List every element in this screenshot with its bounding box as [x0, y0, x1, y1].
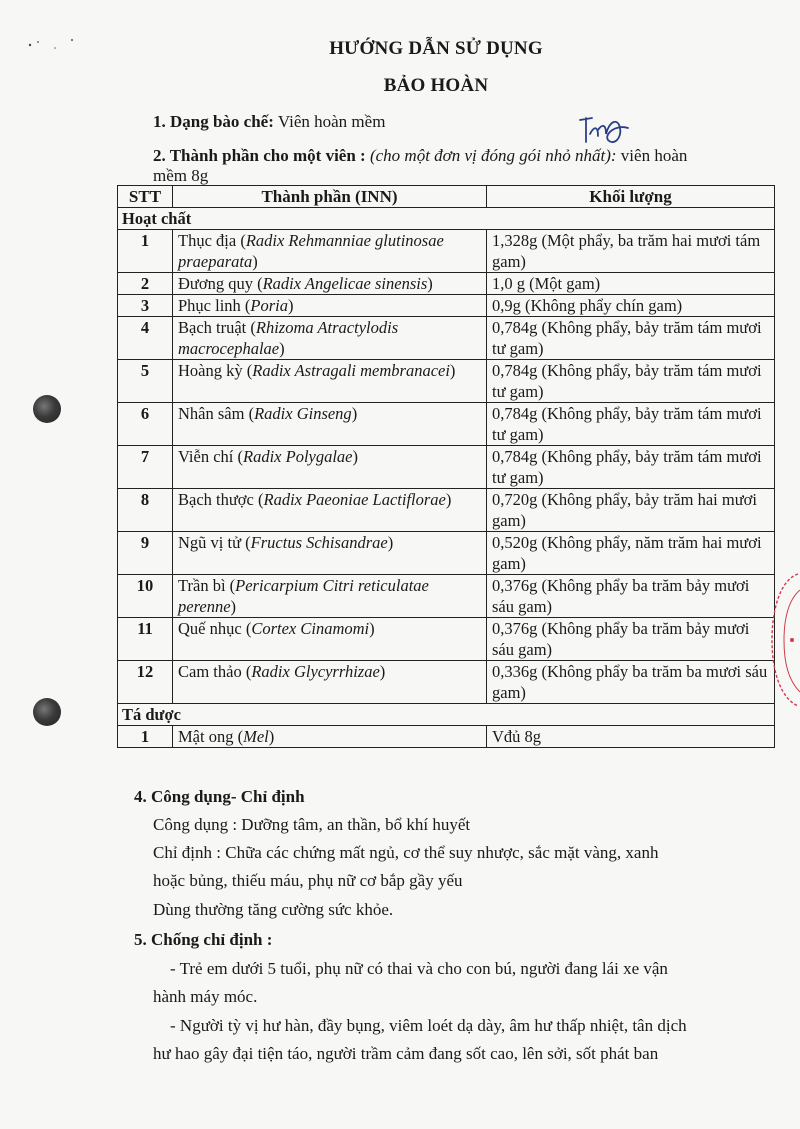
- row-mass: 0,784g (Không phẩy, bảy trăm tám mươi tư gam): [487, 360, 775, 403]
- table-row: [118, 273, 775, 295]
- ingredient-name: Hoàng kỳ: [178, 361, 243, 380]
- row-mass: 0,720g (Không phẩy, bảy trăm hai mươi gam): [487, 489, 775, 532]
- ingredient-latin: Poria: [250, 296, 289, 315]
- row-ingredient: Mật ong (Mel): [173, 726, 487, 748]
- ingredient-latin: Rhizoma Atractylodis macrocephalae: [178, 318, 399, 358]
- row-ingredient: Ngũ vị tử (Fructus Schisandrae): [173, 532, 487, 575]
- punch-hole-bottom: [33, 698, 61, 726]
- row-stt: 5: [118, 360, 173, 403]
- uses-line-4: Dùng thường tăng cường sức khỏe.: [153, 900, 394, 919]
- row-stt: 8: [118, 489, 173, 532]
- punch-hole-top: [33, 395, 61, 423]
- group-row-excipient: [118, 704, 775, 726]
- table-row: [118, 446, 775, 489]
- row-stt: 4: [118, 317, 173, 360]
- ingredient-latin: Radix Ginseng: [254, 404, 352, 423]
- row-ingredient: Bạch truật (Rhizoma Atractylodis macrocephalae): [173, 317, 487, 360]
- row-stt: 1: [118, 230, 173, 273]
- dosage-form-value: Viên hoàn mềm: [277, 112, 386, 131]
- uses-line-1: Công dụng : Dưỡng tâm, an thần, bổ khí huyết: [153, 815, 471, 834]
- table-row: [118, 317, 775, 360]
- table-row: [118, 230, 775, 273]
- header-stt: STT: [118, 186, 173, 208]
- ingredient-latin: Cortex Cinamomi: [251, 619, 370, 638]
- row-stt: 2: [118, 273, 173, 295]
- table-row: [118, 360, 775, 403]
- table-row: [118, 575, 775, 618]
- row-ingredient: Đương quy (Radix Angelicae sinensis): [173, 273, 487, 295]
- ingredient-name: Ngũ vị tử: [178, 533, 242, 552]
- row-ingredient: Quế nhục (Cortex Cinamomi): [173, 618, 487, 661]
- row-mass: 0,520g (Không phẩy, năm trăm hai mươi gam): [487, 532, 775, 575]
- composition-value-1: viên hoàn: [620, 146, 688, 165]
- row-ingredient: Hoàng kỳ (Radix Astragali membranacei): [173, 360, 487, 403]
- row-stt: 11: [118, 618, 173, 661]
- excipient-rows: [118, 726, 775, 748]
- ingredient-latin: Fructus Schisandrae: [250, 533, 388, 552]
- uses-line-3: hoặc bủng, thiếu máu, phụ nữ cơ bắp gầy yếu: [153, 871, 463, 890]
- ingredient-latin: Pericarpium Citri reticulatae perenne: [178, 576, 429, 616]
- contra-line-4: hư hao gây đại tiện táo, người trầm cảm đang sốt cao, lên sởi, sốt phát ban: [153, 1044, 659, 1063]
- table-row: [118, 489, 775, 532]
- section-composition: [153, 145, 763, 167]
- row-ingredient: Trần bì (Pericarpium Citri reticulatae perenne): [173, 575, 487, 618]
- row-mass: 0,784g (Không phẩy, bảy trăm tám mươi tư gam): [487, 446, 775, 489]
- table-row: [118, 726, 775, 748]
- ingredient-latin: Radix Glycyrrhizae: [251, 662, 380, 681]
- uses-label: 4. Công dụng- Chỉ định: [134, 787, 305, 806]
- composition-value-2: mềm 8g: [153, 166, 209, 185]
- row-mass: 1,0 g (Một gam): [487, 273, 775, 295]
- ingredients-table: [117, 185, 775, 748]
- ingredient-name: Mật ong: [178, 727, 234, 746]
- ingredient-name: Trần bì: [178, 576, 226, 595]
- ingredient-latin: Radix Rehmanniae glutinosae praeparata: [178, 231, 444, 271]
- contra-line-1: - Trẻ em dưới 5 tuổi, phụ nữ có thai và cho con bú, người đang lái xe vận: [170, 959, 668, 978]
- dosage-form-label: 1. Dạng bào chế:: [153, 112, 274, 131]
- row-mass: Vđủ 8g: [487, 726, 775, 748]
- row-ingredient: Cam thảo (Radix Glycyrrhizae): [173, 661, 487, 704]
- ingredient-name: Cam thảo: [178, 662, 242, 681]
- row-ingredient: Thục địa (Radix Rehmanniae glutinosae praeparata): [173, 230, 487, 273]
- row-ingredient: Nhân sâm (Radix Ginseng): [173, 403, 487, 446]
- header-mass: Khối lượng: [487, 186, 775, 208]
- table-row: [118, 403, 775, 446]
- red-stamp-fragment: [758, 570, 800, 710]
- ingredient-name: Bạch thược: [178, 490, 254, 509]
- ingredient-latin: Radix Astragali membranacei: [252, 361, 450, 380]
- handwritten-signature: [576, 110, 636, 150]
- table-row: [118, 661, 775, 704]
- ingredient-name: Phục linh: [178, 296, 241, 315]
- ingredient-name: Quế nhục: [178, 619, 242, 638]
- header-ingredient: Thành phần (INN): [173, 186, 487, 208]
- composition-note: (cho một đơn vị đóng gói nhỏ nhất):: [369, 146, 617, 165]
- table-row: [118, 295, 775, 317]
- ingredient-name: Đương quy: [178, 274, 253, 293]
- ingredient-name: Thục địa: [178, 231, 237, 250]
- row-stt: 12: [118, 661, 173, 704]
- row-stt: 10: [118, 575, 173, 618]
- uses-line-2: Chỉ định : Chữa các chứng mất ngủ, cơ thể suy nhược, sắc mặt vàng, xanh: [153, 843, 659, 862]
- table-row: [118, 532, 775, 575]
- composition-label: 2. Thành phần cho một viên :: [153, 146, 366, 165]
- active-rows: [118, 230, 775, 704]
- document-title: HƯỚNG DẪN SỬ DỤNG: [329, 38, 543, 59]
- group-excipient-label: Tá dược: [118, 704, 775, 726]
- section-uses: [134, 786, 305, 808]
- group-active-label: Hoạt chất: [118, 208, 775, 230]
- row-mass: 0,376g (Không phẩy ba trăm bảy mươi sáu gam): [487, 618, 775, 661]
- row-stt: 1: [118, 726, 173, 748]
- ingredient-latin: Radix Polygalae: [243, 447, 353, 466]
- row-stt: 6: [118, 403, 173, 446]
- ingredient-latin: Mel: [243, 727, 269, 746]
- row-ingredient: Viễn chí (Radix Polygalae): [173, 446, 487, 489]
- row-stt: 7: [118, 446, 173, 489]
- ingredient-latin: Radix Angelicae sinensis: [262, 274, 428, 293]
- product-name: BẢO HOÀN: [383, 75, 489, 96]
- row-stt: 9: [118, 532, 173, 575]
- row-ingredient: Bạch thược (Radix Paeoniae Lactiflorae): [173, 489, 487, 532]
- table-row: [118, 618, 775, 661]
- row-mass: 0,376g (Không phẩy ba trăm bảy mươi sáu gam): [487, 575, 775, 618]
- row-mass: 0,784g (Không phẩy, bảy trăm tám mươi tư gam): [487, 317, 775, 360]
- row-ingredient: Phục linh (Poria): [173, 295, 487, 317]
- ingredient-name: Viễn chí: [178, 447, 234, 466]
- section-contraindications: [134, 929, 272, 951]
- contraindications-label: 5. Chống chỉ định :: [134, 930, 273, 949]
- ingredient-name: Nhân sâm: [178, 404, 245, 423]
- section-dosage-form: [153, 111, 385, 133]
- row-mass: 0,336g (Không phẩy ba trăm ba mươi sáu gam): [487, 661, 775, 704]
- contra-line-3: - Người tỳ vị hư hàn, đầy bụng, viêm loét dạ dày, âm hư thấp nhiệt, tân dịch: [170, 1016, 687, 1035]
- row-mass: 1,328g (Một phẩy, ba trăm hai mươi tám gam): [487, 230, 775, 273]
- group-row-active: [118, 208, 775, 230]
- row-stt: 3: [118, 295, 173, 317]
- row-mass: 0,784g (Không phẩy, bảy trăm tám mươi tư gam): [487, 403, 775, 446]
- table-header-row: [118, 186, 775, 208]
- contra-line-2: hành máy móc.: [153, 987, 258, 1006]
- row-mass: 0,9g (Không phẩy chín gam): [487, 295, 775, 317]
- ingredient-latin: Radix Paeoniae Lactiflorae: [263, 490, 446, 509]
- ingredient-name: Bạch truật: [178, 318, 247, 337]
